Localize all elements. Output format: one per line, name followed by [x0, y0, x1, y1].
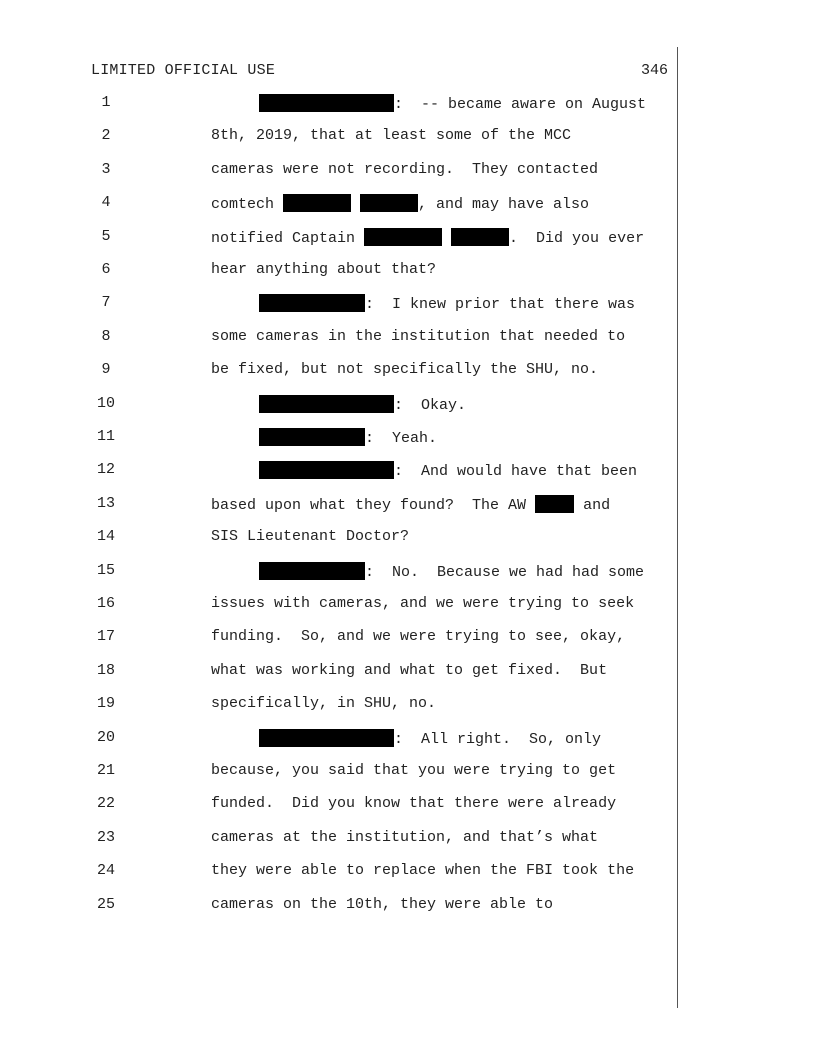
text-segment: : Okay.: [394, 396, 467, 414]
line-text: [211, 328, 625, 345]
transcript-line: [0, 595, 700, 617]
text-segment: issues with cameras, and we were trying to seek: [211, 595, 635, 612]
line-number: 7: [101, 294, 111, 312]
line-text: [259, 294, 635, 313]
transcript-line: [0, 562, 700, 584]
line-text: [259, 428, 437, 447]
line-number: 14: [96, 528, 115, 546]
line-text: [259, 729, 601, 748]
text-segment: . Did you ever: [509, 229, 645, 247]
text-segment: : No. Because we had had some: [365, 563, 645, 581]
redaction-box: [360, 194, 418, 212]
transcript-line: [0, 94, 700, 116]
transcript-line: [0, 528, 700, 550]
line-text: [259, 461, 637, 480]
transcript-line: [0, 795, 700, 817]
line-number: 9: [101, 361, 111, 379]
redaction-box: [535, 495, 574, 513]
transcript-line: [0, 161, 700, 183]
line-text: [211, 595, 634, 612]
line-number: 13: [96, 494, 115, 512]
line-number: 5: [101, 227, 111, 245]
line-text: [211, 261, 436, 278]
text-segment: cameras at the institution, and that’s what: [211, 828, 599, 846]
line-text: [211, 862, 634, 879]
transcript-line: [0, 695, 700, 717]
text-segment: cameras on the 10th, they were able to: [211, 895, 554, 913]
line-text: [211, 127, 571, 144]
redaction-box: [364, 228, 442, 246]
transcript-line: [0, 261, 700, 283]
line-number: 3: [101, 160, 111, 178]
transcript-line: [0, 829, 700, 851]
text-segment: specifically, in SHU, no.: [211, 695, 437, 713]
redaction-box: [259, 94, 394, 112]
redaction-box: [259, 562, 365, 580]
text-segment: notified Captain: [211, 229, 365, 247]
text-segment: : -- became aware on August: [394, 96, 647, 113]
text-segment: and: [574, 496, 611, 514]
line-text: [211, 161, 598, 178]
line-number: 25: [96, 895, 115, 913]
page-number: 346: [640, 62, 668, 79]
line-number: 6: [101, 261, 111, 278]
text-segment: based upon what they found? The AW: [211, 496, 536, 514]
text-segment: : All right. So, only: [394, 730, 602, 748]
transcript-line: [0, 729, 700, 751]
redaction-box: [259, 729, 394, 747]
redaction-box: [259, 395, 394, 413]
transcript-line: [0, 896, 700, 918]
redaction-box: [283, 194, 351, 212]
redaction-box: [259, 461, 394, 479]
transcript-line: [0, 395, 700, 417]
text-segment: be fixed, but not specifically the SHU, no.: [211, 361, 599, 379]
text-segment: : I knew prior that there was: [365, 296, 636, 314]
text-segment: funding. So, and we were trying to see, okay,: [211, 628, 626, 646]
text-segment: because, you said that you were trying to get: [211, 762, 617, 779]
line-text: [211, 829, 598, 846]
line-number: 10: [96, 394, 115, 412]
transcript-line: [0, 762, 700, 784]
line-number: 4: [101, 194, 111, 212]
line-number: 15: [96, 561, 115, 579]
text-segment: some cameras in the institution that needed to: [211, 327, 626, 345]
transcript-line: [0, 662, 700, 684]
line-text: [211, 361, 598, 378]
text-segment: hear anything about that?: [211, 261, 437, 278]
line-text: [211, 762, 616, 779]
text-segment: , and may have also: [418, 196, 590, 214]
transcript-line: [0, 495, 700, 517]
line-number: 23: [96, 828, 115, 846]
line-number: 17: [96, 628, 115, 646]
transcript-line: [0, 228, 700, 250]
line-number: 19: [96, 695, 115, 713]
line-number: 2: [101, 127, 111, 145]
line-text: [211, 795, 616, 812]
line-number: 8: [101, 327, 111, 345]
line-text: [211, 228, 644, 247]
transcript-line: [0, 862, 700, 884]
line-number: 22: [96, 795, 115, 813]
text-segment: 8th, 2019, that at least some of the MCC: [211, 127, 572, 145]
line-number: 12: [96, 461, 115, 479]
line-text: [211, 628, 625, 645]
redaction-box: [451, 228, 509, 246]
transcript-line: [0, 628, 700, 650]
classification-header: LIMITED OFFICIAL USE: [91, 62, 276, 79]
transcript-line: [0, 294, 700, 316]
transcript-line: [0, 127, 700, 149]
text-segment: : And would have that been: [394, 463, 638, 481]
line-number: 24: [96, 862, 115, 880]
text-segment: cameras were not recording. They contacted: [211, 160, 599, 178]
text-segment: they were able to replace when the FBI took the: [211, 862, 635, 880]
line-number: 21: [96, 762, 115, 779]
line-text: [259, 562, 644, 581]
transcript-line: [0, 428, 700, 450]
line-text: [259, 94, 646, 113]
text-segment: : Yeah.: [365, 430, 438, 447]
text-segment: SIS Lieutenant Doctor?: [211, 528, 410, 546]
line-text: [211, 495, 610, 514]
line-number: 20: [96, 728, 115, 746]
text-segment: what was working and what to get fixed. But: [211, 661, 608, 679]
line-text: [211, 695, 436, 712]
line-number: 18: [96, 661, 115, 679]
transcript-line: [0, 461, 700, 483]
transcript-line: [0, 361, 700, 383]
line-text: [211, 662, 607, 679]
line-number: 16: [96, 595, 115, 612]
text-segment: funded. Did you know that there were already: [211, 795, 617, 813]
line-text: [211, 896, 553, 913]
line-number: 11: [96, 428, 115, 445]
line-text: [259, 395, 466, 414]
text-segment: [351, 196, 360, 213]
line-text: [211, 528, 409, 545]
text-segment: comtech: [211, 196, 284, 214]
redaction-box: [259, 294, 365, 312]
line-text: [211, 194, 589, 213]
transcript-line: [0, 328, 700, 350]
line-number: 1: [101, 94, 111, 111]
redaction-box: [259, 428, 365, 446]
text-segment: [442, 230, 451, 247]
transcript-line: [0, 194, 700, 216]
